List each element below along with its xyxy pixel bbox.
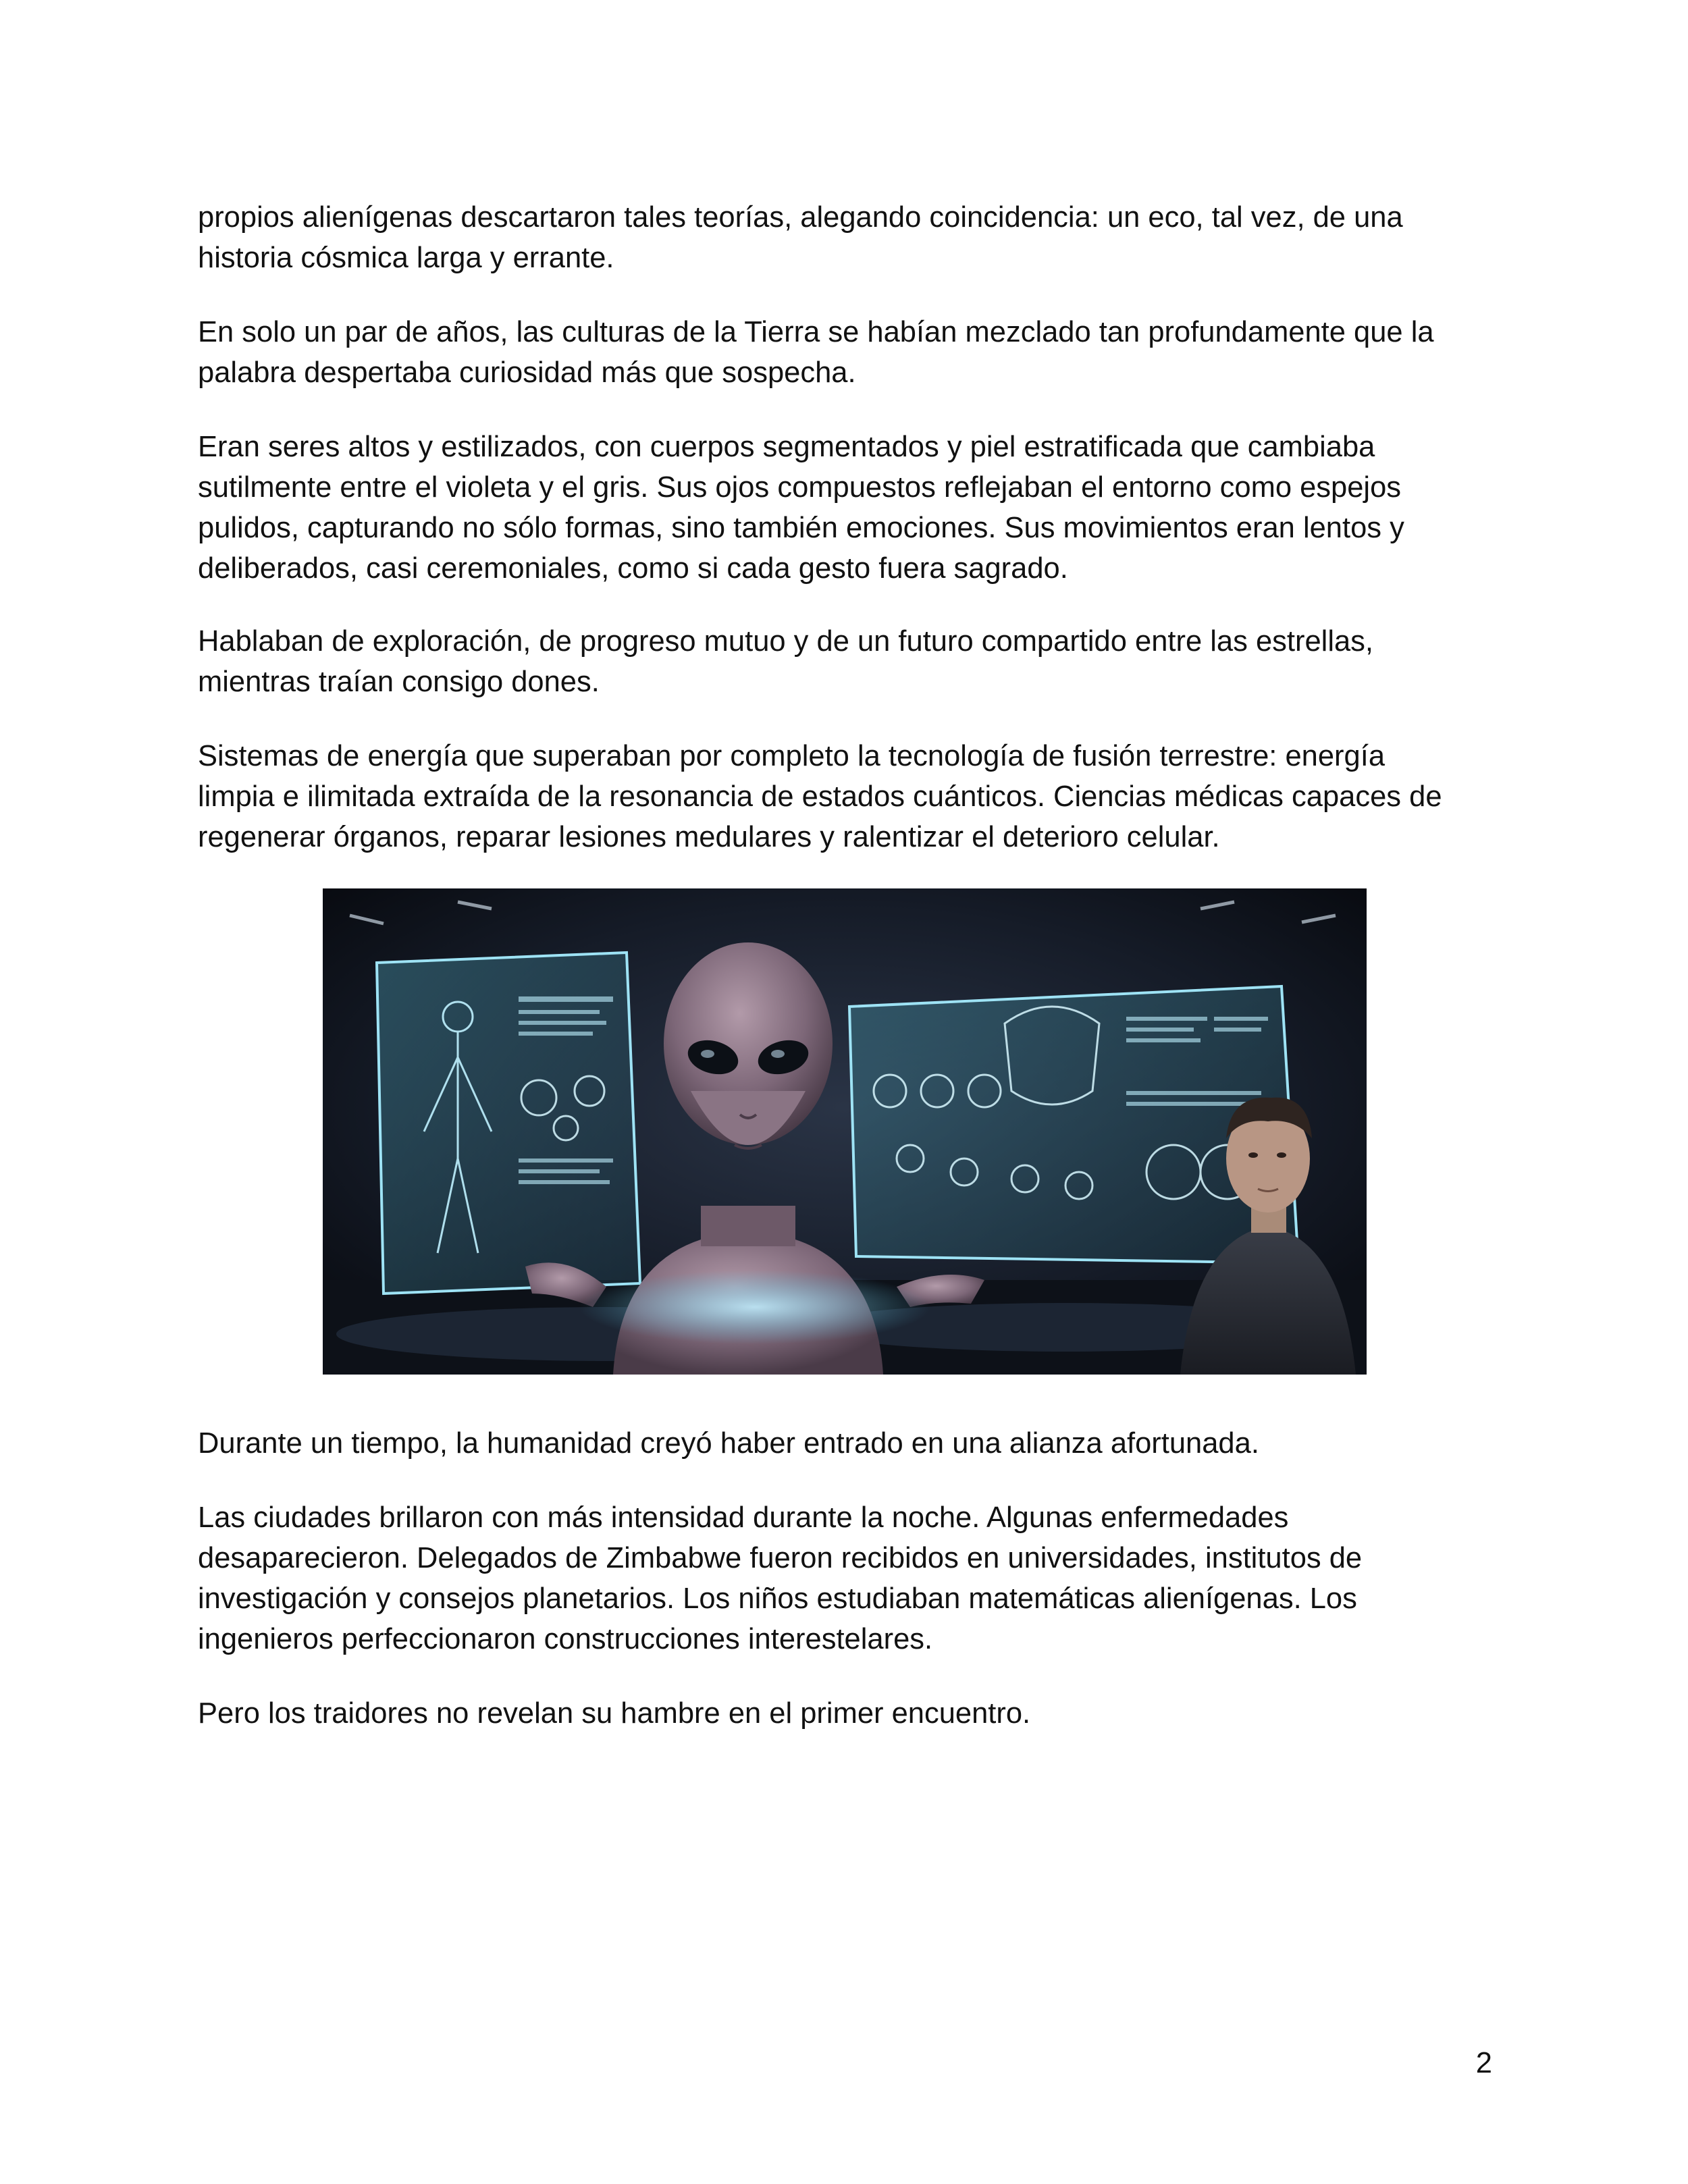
hologram-glow bbox=[579, 1270, 930, 1344]
paragraph: Sistemas de energía que superaban por completo la tecnología de fusión terrestre: energía limpia e ilimitada extraída de la resonancia de estados cuánticos. Ciencias médicas capaces de regenerar órganos, reparar lesiones medulares y ralentizar el deterioro celular. bbox=[198, 740, 1442, 853]
paragraph: En solo un par de años, las culturas de la Tierra se habían mezclado tan profundamente que la palabra despertaba curiosidad más que sospecha. bbox=[198, 316, 1434, 389]
illustration-scene bbox=[323, 888, 1367, 1375]
left-hologram-panel bbox=[377, 953, 640, 1294]
illustration bbox=[323, 888, 1367, 1375]
paragraph: Hablaban de exploración, de progreso mutuo y de un futuro compartido entre las estrellas, mientras traían consigo dones. bbox=[198, 625, 1374, 698]
paragraph: Eran seres altos y estilizados, con cuerpos segmentados y piel estratificada que cambiaba sutilmente entre el violeta y el gris. Sus ojos compuestos reflejaban el entorno como espejos pulidos, capturando no sólo formas, sino también emociones. Sus movimientos eran lentos y deliberados, casi ceremoniales, como si cada gesto fuera sagrado. bbox=[198, 431, 1404, 585]
paragraph: propios alienígenas descartaron tales teorías, alegando coincidencia: un eco, tal vez, de una historia cósmica larga y errante. bbox=[198, 201, 1403, 274]
page-number: 2 bbox=[1475, 2047, 1492, 2079]
paragraph: Durante un tiempo, la humanidad creyó haber entrado en una alianza afortunada. bbox=[198, 1427, 1259, 1460]
paragraph: Pero los traidores no revelan su hambre en el primer encuentro. bbox=[198, 1697, 1031, 1730]
paragraph: Las ciudades brillaron con más intensidad durante la noche. Algunas enfermedades desaparecieron. Delegados de Zimbabwe fueron recibidos en universidades, institutos de investigación y consejos planetarios. Los niños estudiaban matemáticas alienígenas. Los ingenieros perfeccionaron construcciones interestelares. bbox=[198, 1501, 1363, 1655]
